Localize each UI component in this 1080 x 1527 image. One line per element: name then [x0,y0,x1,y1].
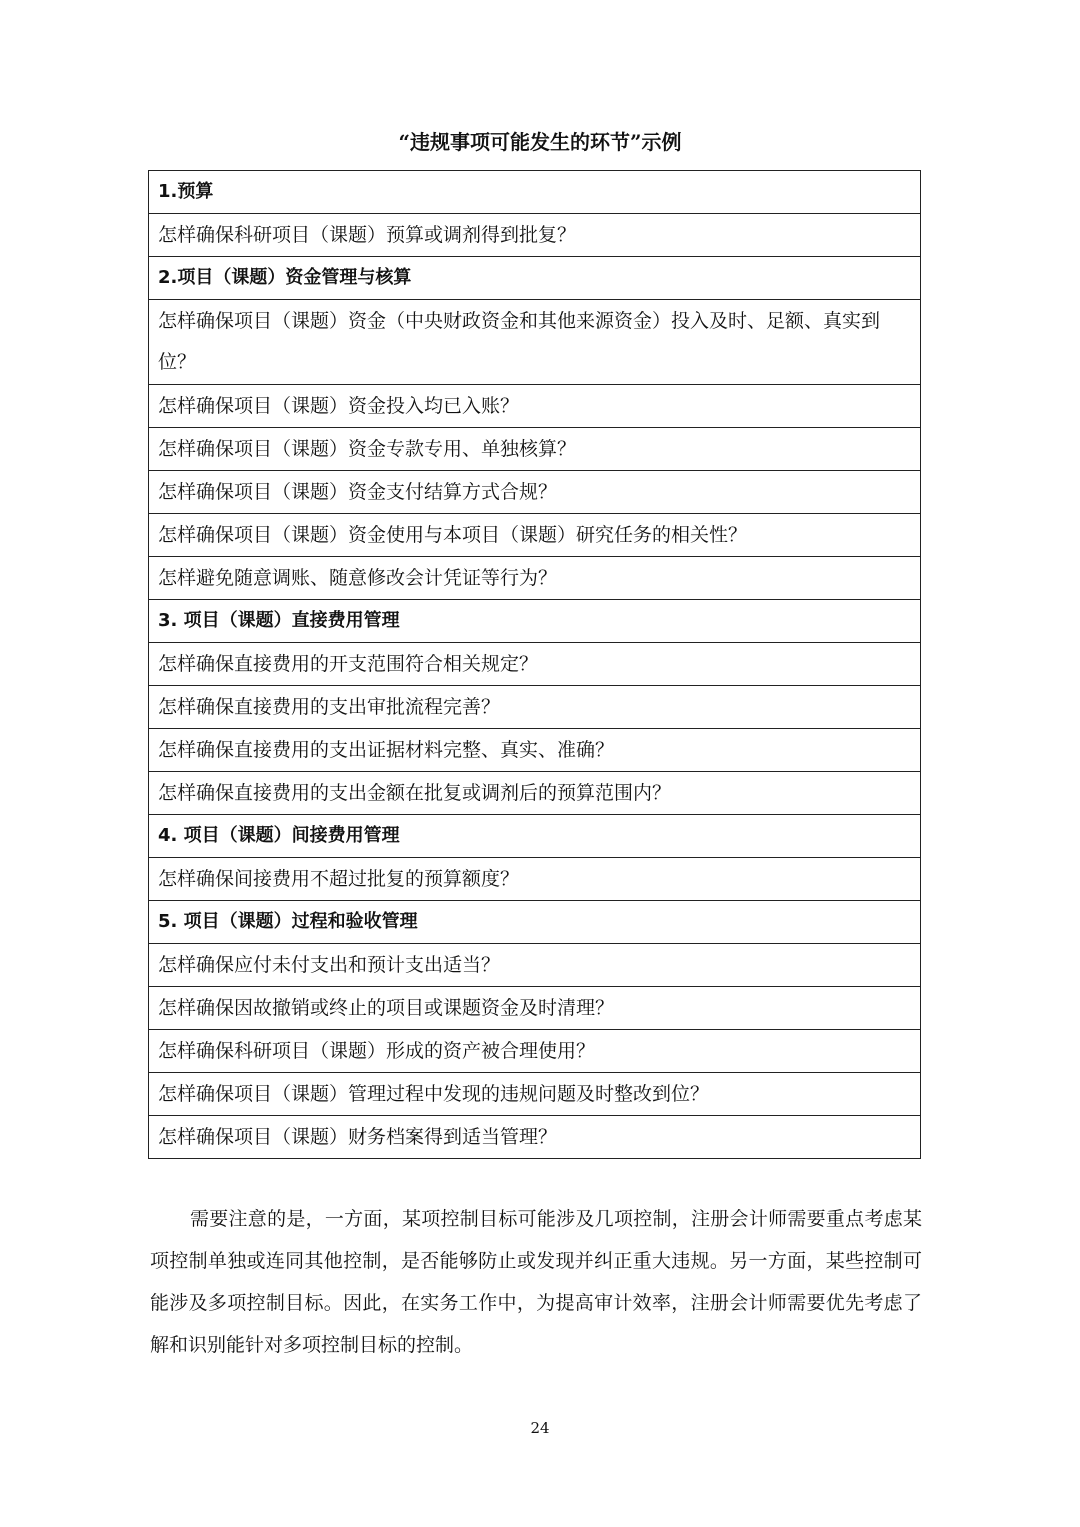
table-cell: 怎样确保项目（课题）管理过程中发现的违规问题及时整改到位？ [149,1073,921,1116]
table-cell: 怎样确保科研项目（课题）形成的资产被合理使用？ [149,1030,921,1073]
table-row [149,428,921,471]
table-row [149,643,921,686]
section-heading: 1.预算 [149,171,921,214]
table-cell: 怎样确保项目（课题）财务档案得到适当管理？ [149,1116,921,1159]
section-heading: 5. 项目（课题）过程和验收管理 [149,901,921,944]
table-cell: 怎样确保项目（课题）资金支付结算方式合规？ [149,471,921,514]
table-row [149,300,921,385]
table-row [149,257,921,300]
table-cell: 怎样确保应付未付支出和预计支出适当？ [149,944,921,987]
table-cell: 怎样确保直接费用的支出审批流程完善？ [149,686,921,729]
table-row [149,1030,921,1073]
table-row [149,901,921,944]
table-row [149,385,921,428]
table-row [149,600,921,643]
table-row [149,1073,921,1116]
body-paragraph: 需要注意的是，一方面，某项控制目标可能涉及几项控制，注册会计师需要重点考虑某项控制单独或连同其他控制，是否能够防止或发现并纠正重大违规。另一方面，某些控制可能涉及多项控制目标。因此，在实务工作中，为提高审计效率，注册会计师需要优先考虑了解和识别能针对多项控制目标的控制。 [150,1208,922,1356]
table-cell: 怎样确保间接费用不超过批复的预算额度？ [149,858,921,901]
section-heading: 4. 项目（课题）间接费用管理 [149,815,921,858]
table-cell: 怎样确保直接费用的支出金额在批复或调剂后的预算范围内？ [149,772,921,815]
table-cell: 怎样确保项目（课题）资金专款专用、单独核算？ [149,428,921,471]
table-cell: 怎样确保项目（课题）资金使用与本项目（课题）研究任务的相关性？ [149,514,921,557]
table-row [149,214,921,257]
table-row [149,987,921,1030]
table-row [149,557,921,600]
table-cell: 怎样确保直接费用的支出证据材料完整、真实、准确？ [149,729,921,772]
section-heading: 3. 项目（课题）直接费用管理 [149,600,921,643]
page-title: “违规事项可能发生的环节”示例 [398,130,682,154]
table-cell: 怎样确保项目（课题）资金（中央财政资金和其他来源资金）投入及时、足额、真实到位？ [149,300,921,385]
table-row [149,686,921,729]
table-row [149,944,921,987]
table-row [149,815,921,858]
table-row [149,772,921,815]
table-row [149,729,921,772]
audit-example-table [148,170,921,1159]
table-row [149,471,921,514]
table-cell: 怎样确保直接费用的开支范围符合相关规定？ [149,643,921,686]
page-number: 24 [530,1419,550,1437]
table-row [149,858,921,901]
table-row [149,514,921,557]
table-cell: 怎样确保项目（课题）资金投入均已入账？ [149,385,921,428]
table-row [149,171,921,214]
section-heading: 2.项目（课题）资金管理与核算 [149,257,921,300]
table-cell: 怎样确保科研项目（课题）预算或调剂得到批复？ [149,214,921,257]
table-row [149,1116,921,1159]
table-cell: 怎样确保因故撤销或终止的项目或课题资金及时清理？ [149,987,921,1030]
table-cell: 怎样避免随意调账、随意修改会计凭证等行为？ [149,557,921,600]
